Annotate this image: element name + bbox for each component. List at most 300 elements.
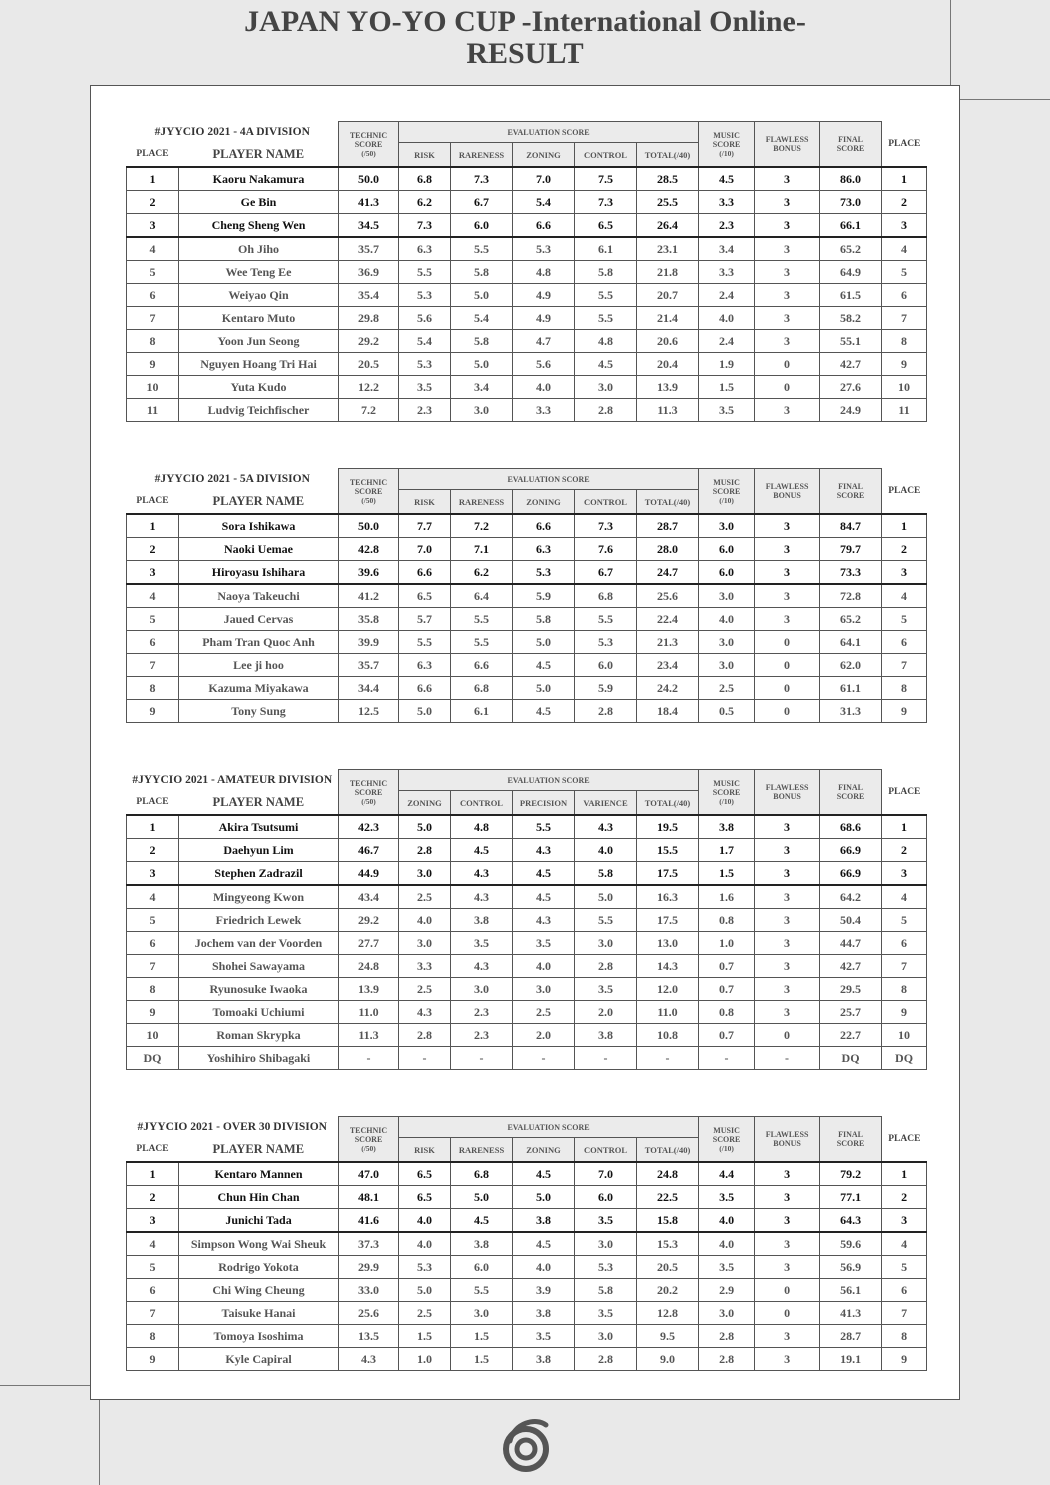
table-cell: 5.5: [451, 1279, 513, 1302]
table-cell: 3: [755, 538, 820, 561]
table-cell: 1.5: [399, 1325, 451, 1348]
table-cell: 0.7: [699, 978, 755, 1001]
table-cell: 42.7: [820, 955, 882, 978]
table-cell: 0.5: [699, 700, 755, 723]
table-cell: 8: [127, 330, 179, 353]
table-cell: 35.7: [339, 654, 399, 677]
table-cell: 41.3: [820, 1302, 882, 1325]
table-cell: 20.5: [637, 1256, 699, 1279]
player-name-cell: Yoon Jun Seong: [179, 330, 339, 353]
table-cell: 3: [755, 514, 820, 538]
header-text: SCORE: [836, 792, 865, 801]
table-cell: 3.0: [575, 932, 637, 955]
table-cell: 27.6: [820, 376, 882, 399]
table-cell: 3: [755, 1209, 820, 1233]
final-score-header: [820, 122, 882, 168]
table-cell: 6.6: [513, 214, 575, 238]
table-cell: 4.5: [575, 353, 637, 376]
table-cell: 19.5: [637, 815, 699, 839]
table-cell: 1: [882, 815, 927, 839]
evaluation-subheader: CONTROL: [575, 143, 637, 168]
table-cell: 3.3: [699, 191, 755, 214]
table-cell: 5.9: [513, 584, 575, 608]
table-cell: 31.3: [820, 700, 882, 723]
table-cell: 3.5: [575, 978, 637, 1001]
table-cell: 24.9: [820, 399, 882, 422]
table-cell: 64.1: [820, 631, 882, 654]
table-cell: 5.5: [399, 631, 451, 654]
table-cell: 23.4: [637, 654, 699, 677]
table-cell: 6.0: [699, 538, 755, 561]
table-row: [127, 399, 927, 422]
table-cell: 4.9: [513, 284, 575, 307]
table-row: [127, 631, 927, 654]
table-cell: 5.5: [575, 284, 637, 307]
table-cell: 19.1: [820, 1348, 882, 1371]
table-cell: 3.0: [699, 584, 755, 608]
table-cell: 37.3: [339, 1232, 399, 1256]
table-cell: 5.4: [399, 330, 451, 353]
table-cell: 3.4: [699, 237, 755, 261]
evaluation-score-header: EVALUATION SCORE: [399, 770, 699, 791]
table-cell: 48.1: [339, 1186, 399, 1209]
header-text: BONUS: [773, 491, 801, 500]
yoyo-logo-icon: [496, 1415, 556, 1475]
table-cell: 1.0: [399, 1348, 451, 1371]
table-cell: 64.3: [820, 1209, 882, 1233]
flawless-bonus-header: [755, 122, 820, 168]
table-cell: 29.8: [339, 307, 399, 330]
table-cell: 5.0: [399, 815, 451, 839]
table-cell: 3.5: [513, 1325, 575, 1348]
table-cell: 17.5: [637, 862, 699, 886]
table-cell: 0.7: [699, 1024, 755, 1047]
table-cell: 29.9: [339, 1256, 399, 1279]
table-cell: 0: [755, 1302, 820, 1325]
table-cell: 3: [755, 815, 820, 839]
table-cell: 4: [882, 1232, 927, 1256]
frame-line: [99, 1400, 100, 1485]
table-cell: 4.8: [575, 330, 637, 353]
table-row: [127, 353, 927, 376]
table-row: [127, 1348, 927, 1371]
table-cell: DQ: [882, 1047, 927, 1070]
table-cell: 2: [882, 839, 927, 862]
player-name-cell: Ludvig Teichfischer: [179, 399, 339, 422]
table-cell: 5.6: [399, 307, 451, 330]
player-name-cell: Mingyeong Kwon: [179, 885, 339, 909]
table-cell: 12.8: [637, 1302, 699, 1325]
player-name-cell: Naoki Uemae: [179, 538, 339, 561]
table-cell: 3.0: [451, 1302, 513, 1325]
table-cell: 3: [755, 1325, 820, 1348]
table-cell: 18.4: [637, 700, 699, 723]
table-cell: 2.3: [451, 1024, 513, 1047]
header-text: SCORE: [354, 486, 383, 496]
table-cell: 7.3: [399, 214, 451, 238]
table-cell: 15.8: [637, 1209, 699, 1233]
player-name-cell: Tomoya Isoshima: [179, 1325, 339, 1348]
table-cell: 3.8: [699, 815, 755, 839]
header-text: FINAL: [838, 783, 863, 792]
table-cell: 35.4: [339, 284, 399, 307]
table-cell: 4.7: [513, 330, 575, 353]
evaluation-score-header: EVALUATION SCORE: [399, 1117, 699, 1138]
table-cell: -: [339, 1047, 399, 1070]
table-cell: 3: [755, 1348, 820, 1371]
player-name-header: PLAYER NAME: [212, 493, 305, 508]
table-cell: 3: [755, 955, 820, 978]
table-cell: 5.0: [513, 631, 575, 654]
table-cell: -: [451, 1047, 513, 1070]
table-cell: 4: [127, 1232, 179, 1256]
header-text: SCORE: [836, 491, 865, 500]
table-cell: 13.9: [339, 978, 399, 1001]
table-cell: 6.8: [399, 167, 451, 191]
header-text: (/50): [361, 1143, 376, 1153]
header-text: SCORE: [712, 1134, 741, 1144]
table-cell: 6.7: [575, 561, 637, 585]
table-cell: 20.6: [637, 330, 699, 353]
table-cell: 41.2: [339, 584, 399, 608]
table-cell: 28.7: [637, 514, 699, 538]
header-text: (/10): [719, 796, 734, 806]
table-cell: 3.5: [575, 1302, 637, 1325]
table-cell: 6.0: [451, 214, 513, 238]
table-cell: 2.5: [399, 978, 451, 1001]
technic-score-header: [339, 1117, 399, 1163]
table-cell: 3.0: [575, 1325, 637, 1348]
player-name-cell: Roman Skrypka: [179, 1024, 339, 1047]
table-cell: 6.6: [513, 514, 575, 538]
table-row: [127, 654, 927, 677]
table-cell: 1.5: [699, 376, 755, 399]
table-cell: 6: [127, 1279, 179, 1302]
evaluation-subheader: CONTROL: [451, 791, 513, 816]
technic-score-header: [339, 770, 399, 816]
evaluation-subheader: ZONING: [513, 143, 575, 168]
table-cell: 65.2: [820, 237, 882, 261]
header-text: BONUS: [773, 792, 801, 801]
table-cell: 13.5: [339, 1325, 399, 1348]
table-cell: -: [637, 1047, 699, 1070]
player-name-cell: Shohei Sawayama: [179, 955, 339, 978]
table-cell: 3.0: [575, 1232, 637, 1256]
table-cell: 50.0: [339, 514, 399, 538]
table-cell: 1: [127, 815, 179, 839]
table-cell: 2.8: [575, 955, 637, 978]
header-text: FINAL: [838, 1130, 863, 1139]
table-cell: 3: [127, 1209, 179, 1233]
evaluation-subheader: VARIENCE: [575, 791, 637, 816]
table-cell: 7.0: [399, 538, 451, 561]
table-cell: 11.3: [339, 1024, 399, 1047]
table-cell: 22.4: [637, 608, 699, 631]
table-cell: 0.8: [699, 909, 755, 932]
table-row: [127, 815, 927, 839]
evaluation-subheader: PRECISION: [513, 791, 575, 816]
table-cell: 4.3: [513, 839, 575, 862]
table-cell: -: [699, 1047, 755, 1070]
table-cell: 2.8: [399, 839, 451, 862]
table-cell: 66.9: [820, 839, 882, 862]
player-name-cell: Chi Wing Cheung: [179, 1279, 339, 1302]
table-cell: 64.9: [820, 261, 882, 284]
table-cell: 2.3: [451, 1001, 513, 1024]
flawless-bonus-header: [755, 1117, 820, 1163]
table-row: [127, 284, 927, 307]
table-cell: 15.5: [637, 839, 699, 862]
table-row: [127, 214, 927, 238]
table-cell: 29.5: [820, 978, 882, 1001]
table-cell: 0: [755, 1279, 820, 1302]
division-table: [126, 121, 927, 422]
header-text: MUSIC: [713, 130, 740, 140]
table-cell: 3: [755, 237, 820, 261]
place-header: PLACE: [136, 1144, 169, 1155]
table-cell: 44.7: [820, 932, 882, 955]
place-header: PLACE: [136, 496, 169, 507]
table-cell: -: [755, 1047, 820, 1070]
table-cell: 2: [127, 839, 179, 862]
table-cell: 2: [127, 191, 179, 214]
table-cell: 41.3: [339, 191, 399, 214]
table-cell: 2.0: [513, 1024, 575, 1047]
table-cell: 8: [127, 978, 179, 1001]
table-cell: 4.5: [451, 1209, 513, 1233]
table-cell: 14.3: [637, 955, 699, 978]
table-row: [127, 330, 927, 353]
table-cell: 44.9: [339, 862, 399, 886]
player-name-cell: Ge Bin: [179, 191, 339, 214]
table-cell: 10: [882, 1024, 927, 1047]
table-row: [127, 1162, 927, 1186]
table-cell: 2.5: [399, 885, 451, 909]
table-cell: 3: [127, 862, 179, 886]
table-cell: 5.8: [575, 261, 637, 284]
table-cell: 3.9: [513, 1279, 575, 1302]
header-text: SCORE: [354, 1134, 383, 1144]
table-cell: 7.1: [451, 538, 513, 561]
table-cell: 6.6: [451, 654, 513, 677]
table-cell: 5.0: [513, 1186, 575, 1209]
table-cell: 5: [127, 608, 179, 631]
table-cell: 77.1: [820, 1186, 882, 1209]
division-name: #JYYCIO 2021 - 4A DIVISION: [154, 126, 310, 138]
table-cell: 34.5: [339, 214, 399, 238]
table-cell: 3.0: [699, 514, 755, 538]
player-name-cell: Kazuma Miyakawa: [179, 677, 339, 700]
table-cell: 5.5: [451, 608, 513, 631]
table-cell: 3: [755, 608, 820, 631]
player-name-cell: Ryunosuke Iwaoka: [179, 978, 339, 1001]
table-cell: 2.3: [699, 214, 755, 238]
table-cell: 6.3: [399, 654, 451, 677]
table-cell: 3: [755, 167, 820, 191]
player-name-cell: Sora Ishikawa: [179, 514, 339, 538]
player-name-cell: Yoshihiro Shibagaki: [179, 1047, 339, 1070]
table-row: [127, 1325, 927, 1348]
table-cell: 4.3: [339, 1348, 399, 1371]
player-name-cell: Yuta Kudo: [179, 376, 339, 399]
table-cell: 1: [882, 514, 927, 538]
header-text: FLAWLESS: [765, 783, 809, 792]
table-cell: 7.0: [575, 1162, 637, 1186]
table-cell: 3: [755, 1001, 820, 1024]
table-cell: 8: [882, 978, 927, 1001]
table-cell: 20.2: [637, 1279, 699, 1302]
page-title: [0, 6, 1050, 70]
header-text: FINAL: [838, 135, 863, 144]
evaluation-subheader: TOTAL(/40): [637, 791, 699, 816]
table-cell: 2: [882, 191, 927, 214]
table-cell: 7.5: [575, 167, 637, 191]
table-cell: 4.3: [451, 862, 513, 886]
table-cell: DQ: [127, 1047, 179, 1070]
table-row: [127, 538, 927, 561]
table-cell: 3.8: [513, 1209, 575, 1233]
table-cell: 3: [755, 214, 820, 238]
table-cell: 2.4: [699, 330, 755, 353]
table-cell: 6.6: [399, 561, 451, 585]
table-row: [127, 909, 927, 932]
table-cell: 6.0: [699, 561, 755, 585]
table-row: [127, 862, 927, 886]
player-name-cell: Daehyun Lim: [179, 839, 339, 862]
table-row: [127, 1001, 927, 1024]
table-cell: 5.5: [513, 815, 575, 839]
table-cell: 6.5: [399, 1162, 451, 1186]
player-name-cell: Simpson Wong Wai Sheuk: [179, 1232, 339, 1256]
player-name-header: PLAYER NAME: [212, 1141, 305, 1156]
table-row: [127, 376, 927, 399]
table-cell: 3.5: [699, 1186, 755, 1209]
table-cell: 0: [755, 376, 820, 399]
place-header: PLACE: [136, 797, 169, 808]
table-cell: 5.0: [399, 700, 451, 723]
table-cell: 4: [127, 584, 179, 608]
player-name-cell: Oh Jiho: [179, 237, 339, 261]
table-cell: 6.1: [451, 700, 513, 723]
table-cell: 11.0: [339, 1001, 399, 1024]
table-cell: 4.8: [451, 815, 513, 839]
table-cell: 0.8: [699, 1001, 755, 1024]
table-cell: 1.0: [699, 932, 755, 955]
table-cell: 36.9: [339, 261, 399, 284]
header-text: (/50): [361, 796, 376, 806]
header-text: SCORE: [712, 139, 741, 149]
table-cell: 4.0: [513, 955, 575, 978]
table-cell: 50.0: [339, 167, 399, 191]
table-cell: 9: [127, 1348, 179, 1371]
table-cell: 3.5: [575, 1209, 637, 1233]
table-cell: 5.3: [513, 561, 575, 585]
table-cell: 6.5: [399, 584, 451, 608]
table-cell: 2.5: [399, 1302, 451, 1325]
table-cell: 1: [127, 514, 179, 538]
title-line-1: JAPAN YO-YO CUP -International Online-: [244, 5, 806, 38]
header-text: MUSIC: [713, 778, 740, 788]
table-cell: 5: [127, 1256, 179, 1279]
table-cell: 21.8: [637, 261, 699, 284]
table-cell: 2.8: [699, 1348, 755, 1371]
player-name-cell: Kentaro Mannen: [179, 1162, 339, 1186]
table-cell: 7: [882, 1302, 927, 1325]
table-cell: 42.8: [339, 538, 399, 561]
header-text: (/10): [719, 495, 734, 505]
table-cell: 33.0: [339, 1279, 399, 1302]
header-text: (/10): [719, 1143, 734, 1153]
table-cell: 7.2: [451, 514, 513, 538]
final-score-header: [820, 1117, 882, 1163]
table-cell: 79.2: [820, 1162, 882, 1186]
table-cell: 1: [882, 167, 927, 191]
table-cell: 3: [755, 561, 820, 585]
table-cell: 5.0: [399, 1279, 451, 1302]
table-cell: 5.8: [513, 608, 575, 631]
table-cell: 4.3: [399, 1001, 451, 1024]
table-cell: 3: [755, 885, 820, 909]
player-name-header: PLAYER NAME: [212, 146, 305, 161]
table-cell: 66.9: [820, 862, 882, 886]
table-row: [127, 1047, 927, 1070]
table-cell: 5.3: [513, 237, 575, 261]
table-cell: 3: [755, 978, 820, 1001]
table-cell: 22.5: [637, 1186, 699, 1209]
header-text: BONUS: [773, 144, 801, 153]
table-cell: 6.2: [451, 561, 513, 585]
table-cell: DQ: [820, 1047, 882, 1070]
header-text: SCORE: [712, 486, 741, 496]
table-cell: 3.0: [451, 978, 513, 1001]
table-cell: 28.0: [637, 538, 699, 561]
table-cell: 8: [882, 1325, 927, 1348]
header-text: (/50): [361, 495, 376, 505]
table-cell: 4: [882, 584, 927, 608]
table-cell: 8: [882, 330, 927, 353]
technic-score-header: [339, 469, 399, 515]
table-cell: 1.5: [451, 1325, 513, 1348]
table-cell: 3.8: [513, 1348, 575, 1371]
header-text: (/50): [361, 148, 376, 158]
table-cell: 7.3: [575, 514, 637, 538]
table-cell: -: [399, 1047, 451, 1070]
table-cell: 5.8: [451, 330, 513, 353]
table-cell: 50.4: [820, 909, 882, 932]
table-cell: 3.5: [699, 1256, 755, 1279]
division-name: #JYYCIO 2021 - 5A DIVISION: [154, 473, 310, 485]
table-cell: 24.2: [637, 677, 699, 700]
table-cell: 65.2: [820, 608, 882, 631]
table-cell: 2.8: [575, 700, 637, 723]
table-cell: 9: [127, 353, 179, 376]
table-cell: 7: [882, 307, 927, 330]
music-score-header: [699, 122, 755, 168]
table-cell: 62.0: [820, 654, 882, 677]
table-cell: 4.0: [513, 1256, 575, 1279]
title-line-2: RESULT: [466, 37, 584, 70]
table-cell: 35.8: [339, 608, 399, 631]
table-cell: 5.0: [451, 353, 513, 376]
evaluation-subheader: RARENESS: [451, 1138, 513, 1163]
header-text: TECHNIC: [349, 130, 388, 140]
table-row: [127, 978, 927, 1001]
player-name-cell: Junichi Tada: [179, 1209, 339, 1233]
table-row: [127, 584, 927, 608]
table-cell: 1.5: [699, 862, 755, 886]
table-cell: 4.5: [513, 1232, 575, 1256]
header-text: FLAWLESS: [765, 482, 809, 491]
